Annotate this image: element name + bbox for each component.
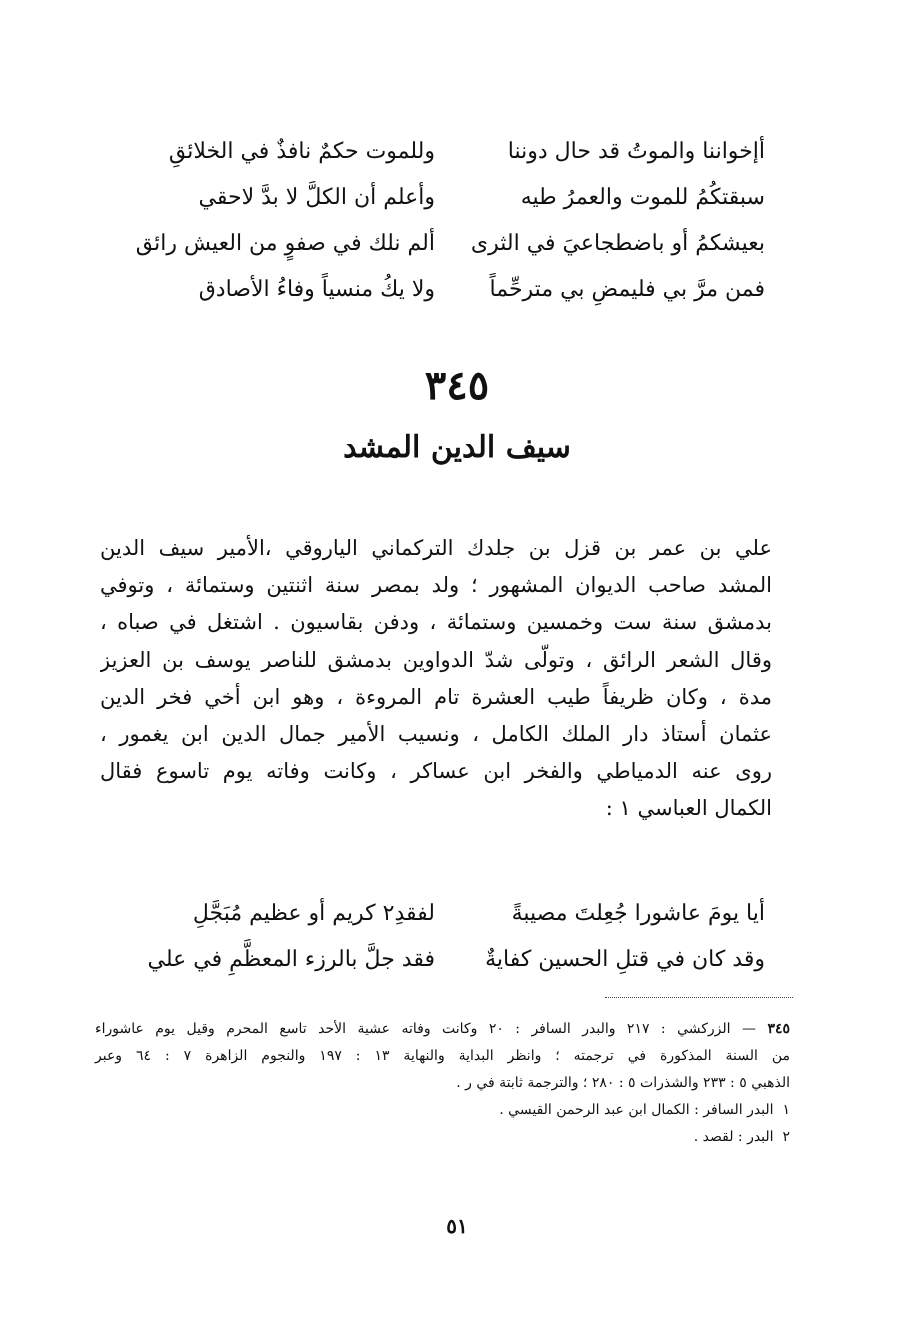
hemistich-first: سبقتكُمُ للموت والعمرُ طيه [520, 184, 765, 210]
top-poem [135, 128, 765, 312]
hemistich-first: فمن مرَّ بي فليمضِ بي مترحِّماً [489, 276, 765, 302]
footnote-text: البدر السافر : الكمال ابن عبد الرحمن القيسي . [499, 1102, 774, 1118]
biography-paragraph [100, 530, 772, 828]
footnotes [95, 1016, 790, 1151]
footnote-text: — الزركشي : ٢١٧ والبدر السافر : ٢٠ وكانت وفاته عشية الأحد تاسع المحرم وقيل يوم عاشوراء [95, 1021, 756, 1037]
verse [135, 174, 765, 220]
verse [135, 890, 765, 936]
entry-title: سيف الدين المشد [343, 430, 571, 465]
verse [135, 936, 765, 982]
verse [135, 128, 765, 174]
paragraph-line: بدمشق سنة ست وخمسين وستمائة ، ودفن بقاسيون . اشتغل في صباه ، [100, 610, 772, 635]
paragraph-line: علي بن عمر بن قزل بن جلدك التركماني الياروقي ،الأمير سيف الدين [100, 536, 772, 560]
footnote-number: ١ [782, 1102, 790, 1118]
hemistich-second: ألم نلك في صفوٍ من العيش رائق [135, 230, 435, 256]
hemistich-first: أيا يومَ عاشورا جُعِلتَ مصيبةً [511, 900, 765, 926]
page-number: ٥١ [446, 1214, 468, 1238]
paragraph-line: روى عنه الدمياطي والفخر ابن عساكر ، وكانت وفاته يوم تاسوع فقال [100, 759, 772, 784]
bottom-poem [135, 890, 765, 982]
footnote-text: البدر : لقصد . [693, 1129, 774, 1145]
hemistich-second: فقد جلَّ بالرزء المعظَّمِ في علي [147, 946, 435, 972]
footnote-note [95, 1124, 790, 1151]
hemistich-first: أإخواننا والموتُ قد حال دوننا [507, 138, 765, 164]
footnote-line [95, 1016, 790, 1043]
hemistich-second: ولا يكُ منسياً وفاءُ الأصادق [198, 276, 435, 302]
footnote-line: الذهبي ٥ : ٢٣٣ والشذرات ٥ : ٢٨٠ ؛ والترجمة ثابتة في ر . [456, 1075, 790, 1091]
paragraph-line: المشد صاحب الديوان المشهور ؛ ولد بمصر سنة اثنتين وستمائة ، وتوفي [100, 573, 772, 598]
paragraph-line: عثمان أستاذ دار الملك الكامل ، ونسيب الأمير جمال الدين ابن يغمور ، [100, 722, 772, 747]
footnote-entry-number: ٣٤٥ [767, 1021, 791, 1037]
hemistich-first: وقد كان في قتلِ الحسين كفايةٌ [485, 946, 765, 972]
paragraph-line: الكمال العباسي ١ : [605, 796, 772, 821]
footnote-note [95, 1097, 790, 1124]
entry-number: ٣٤٥ [424, 362, 490, 409]
footnote-line: من السنة المذكورة في ترجمته ؛ وانظر البداية والنهاية ١٣ : ١٩٧ والنجوم الزاهرة ٧ : ٦٤ وعبر [95, 1048, 791, 1064]
hemistich-second: لفقدِ٢ كريم أو عظيم مُبَجَّلِ [192, 900, 435, 926]
footnote-divider [605, 997, 793, 998]
verse [135, 266, 765, 312]
footnote-number: ٢ [782, 1129, 790, 1145]
hemistich-second: وأعلم أن الكلَّ لا بدَّ لاحقي [198, 184, 435, 210]
verse [135, 220, 765, 266]
hemistich-second: وللموت حكمٌ نافذٌ في الخلائقِ [168, 138, 435, 164]
paragraph-line: مدة ، وكان ظريفاً طيب العشرة تام المروءة ، وهو ابن أخي فخر الدين [100, 684, 772, 709]
hemistich-first: بعيشكمُ أو باضطجاعيَ في الثرى [470, 230, 765, 256]
paragraph-line: وقال الشعر الرائق ، وتولّى شدّ الدواوين بدمشق للناصر يوسف بن العزيز [100, 647, 772, 672]
